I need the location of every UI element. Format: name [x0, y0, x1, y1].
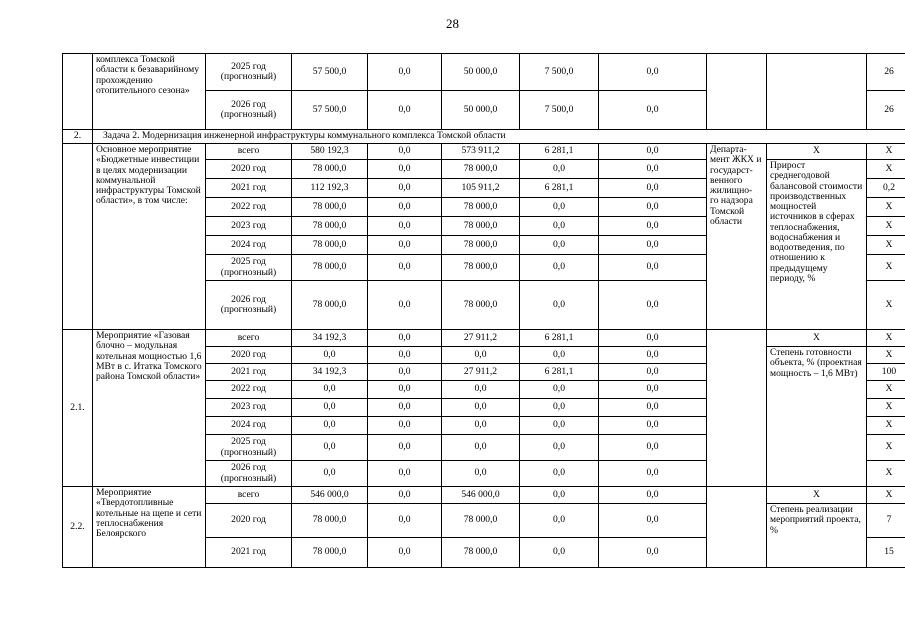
page-number: 28	[446, 16, 459, 31]
amount-cell: 0,0	[368, 417, 442, 435]
measure-name: Мероприятие «Твердотопливные котельные на щепе и сети теплоснабжения Белоярского	[93, 487, 206, 568]
year-cell: 2021 год	[206, 364, 292, 381]
amount-cell: 105 911,2	[442, 179, 520, 198]
amount-cell: 0,0	[368, 236, 442, 255]
row-number: 2.1.	[63, 330, 93, 487]
year-cell: 2024 год	[206, 236, 292, 255]
executor: Департа- мент ЖКХ и государст- венного жилищно- го надзора Томской области	[707, 144, 767, 330]
amount-cell: 27 911,2	[442, 330, 520, 347]
target-cell: X	[867, 347, 905, 364]
total-cell: 78 000,0	[292, 538, 368, 568]
year-cell: 2023 год	[206, 399, 292, 417]
amount-cell: 0,0	[599, 281, 707, 330]
amount-cell: 6 281,1	[520, 144, 599, 160]
amount-cell: 0,0	[520, 435, 599, 461]
task-row	[63, 130, 905, 144]
amount-cell: 0,0	[368, 160, 442, 179]
amount-cell: 78 000,0	[442, 198, 520, 217]
task-title: Задача 2. Модернизация инженерной инфраструктуры коммунального комплекса Томской области	[93, 130, 905, 144]
total-cell: 0,0	[292, 347, 368, 364]
table-row	[63, 54, 905, 91]
measure-name: комплекса Томской области к безаварийному прохождению отопительного сезона»	[93, 54, 206, 130]
amount-cell: 78 000,0	[442, 281, 520, 330]
amount-cell: 0,0	[368, 198, 442, 217]
table-row	[63, 330, 905, 347]
indicator-cell: X	[767, 487, 867, 504]
amount-cell: 0,0	[368, 54, 442, 91]
year-cell: 2025 год (прогнозный)	[206, 54, 292, 91]
total-cell: 0,0	[292, 399, 368, 417]
amount-cell: 0,0	[520, 504, 599, 538]
amount-cell: 0,0	[599, 487, 707, 504]
amount-cell: 0,0	[599, 538, 707, 568]
amount-cell: 0,0	[368, 217, 442, 236]
total-cell: 580 192,3	[292, 144, 368, 160]
amount-cell: 0,0	[520, 281, 599, 330]
target-cell: X	[867, 435, 905, 461]
table-row	[63, 487, 905, 504]
indicator-cell: X	[767, 330, 867, 347]
amount-cell: 0,0	[368, 179, 442, 198]
total-cell: 78 000,0	[292, 217, 368, 236]
target-cell: X	[867, 330, 905, 347]
amount-cell: 573 911,2	[442, 144, 520, 160]
total-cell: 78 000,0	[292, 281, 368, 330]
indicator-text: Степень готовности объекта, % (проектная мощность – 1,6 МВт)	[767, 347, 867, 487]
amount-cell: 0,0	[599, 217, 707, 236]
target-cell: X	[867, 381, 905, 399]
amount-cell: 0,0	[368, 399, 442, 417]
amount-cell: 0,0	[520, 399, 599, 417]
year-cell: 2025 год (прогнозный)	[206, 255, 292, 281]
total-cell: 0,0	[292, 417, 368, 435]
total-cell: 34 192,3	[292, 364, 368, 381]
amount-cell: 0,0	[520, 198, 599, 217]
total-cell: 78 000,0	[292, 198, 368, 217]
amount-cell: 0,0	[368, 330, 442, 347]
total-cell: 78 000,0	[292, 160, 368, 179]
amount-cell: 0,0	[599, 330, 707, 347]
target-cell: X	[867, 144, 905, 160]
row-number: 2.2.	[63, 487, 93, 568]
amount-cell: 7 500,0	[520, 91, 599, 130]
amount-cell: 0,0	[442, 461, 520, 487]
amount-cell: 0,0	[599, 504, 707, 538]
year-cell: 2022 год	[206, 198, 292, 217]
amount-cell: 0,0	[520, 381, 599, 399]
total-cell: 78 000,0	[292, 504, 368, 538]
amount-cell: 0,0	[599, 179, 707, 198]
target-cell: X	[867, 160, 905, 179]
total-cell: 0,0	[292, 381, 368, 399]
year-cell: 2023 год	[206, 217, 292, 236]
year-cell: 2020 год	[206, 347, 292, 364]
amount-cell: 0,0	[599, 461, 707, 487]
total-cell: 546 000,0	[292, 487, 368, 504]
amount-cell: 0,0	[599, 399, 707, 417]
amount-cell: 546 000,0	[442, 487, 520, 504]
target-cell: X	[867, 236, 905, 255]
amount-cell: 0,0	[442, 381, 520, 399]
amount-cell: 6 281,1	[520, 330, 599, 347]
amount-cell: 0,0	[599, 236, 707, 255]
year-cell: 2026 год (прогнозный)	[206, 91, 292, 130]
amount-cell: 0,0	[599, 381, 707, 399]
indicator-text: Прирост среднегодовой балансовой стоимости производственных мощностей источников в сферах теплоснабжения, водоснабжения и водоотведения, по отношению к предыдущему периоду, %	[767, 160, 867, 330]
amount-cell: 0,0	[368, 255, 442, 281]
year-cell: всего	[206, 487, 292, 504]
amount-cell: 0,0	[368, 487, 442, 504]
indicator-text: Степень реализации мероприятий проекта, %	[767, 504, 867, 568]
year-cell: 2021 год	[206, 179, 292, 198]
amount-cell: 0,0	[599, 91, 707, 130]
amount-cell: 0,0	[520, 538, 599, 568]
total-cell: 0,0	[292, 435, 368, 461]
amount-cell: 0,0	[520, 236, 599, 255]
total-cell: 78 000,0	[292, 236, 368, 255]
target-cell: X	[867, 487, 905, 504]
amount-cell: 0,0	[599, 364, 707, 381]
total-cell: 0,0	[292, 461, 368, 487]
amount-cell: 0,0	[520, 487, 599, 504]
amount-cell: 0,0	[599, 160, 707, 179]
amount-cell: 78 000,0	[442, 160, 520, 179]
amount-cell: 78 000,0	[442, 538, 520, 568]
amount-cell: 78 000,0	[442, 504, 520, 538]
target-cell: X	[867, 461, 905, 487]
amount-cell: 0,0	[599, 417, 707, 435]
year-cell: 2020 год	[206, 504, 292, 538]
amount-cell: 0,0	[520, 217, 599, 236]
target-cell: X	[867, 281, 905, 330]
amount-cell: 0,0	[368, 504, 442, 538]
amount-cell: 0,0	[520, 255, 599, 281]
amount-cell: 0,0	[599, 198, 707, 217]
amount-cell: 0,0	[368, 538, 442, 568]
year-cell: всего	[206, 144, 292, 160]
year-cell: всего	[206, 330, 292, 347]
target-cell: 0,2	[867, 179, 905, 198]
program-table	[62, 53, 905, 568]
amount-cell: 50 000,0	[442, 54, 520, 91]
year-cell: 2025 год (прогнозный)	[206, 435, 292, 461]
measure-name: Основное мероприятие «Бюджетные инвестиции в целях модернизации коммунальной инфраструктуры Томской области», в том числе:	[93, 144, 206, 330]
amount-cell: 6 281,1	[520, 179, 599, 198]
amount-cell: 0,0	[368, 461, 442, 487]
amount-cell: 0,0	[520, 417, 599, 435]
amount-cell: 78 000,0	[442, 255, 520, 281]
target-cell: X	[867, 255, 905, 281]
amount-cell: 27 911,2	[442, 364, 520, 381]
indicator-cell: X	[767, 144, 867, 160]
target-cell: X	[867, 217, 905, 236]
amount-cell: 0,0	[368, 435, 442, 461]
amount-cell: 0,0	[520, 160, 599, 179]
total-cell: 34 192,3	[292, 330, 368, 347]
amount-cell: 0,0	[368, 364, 442, 381]
amount-cell: 78 000,0	[442, 217, 520, 236]
task-number: 2.	[63, 130, 93, 144]
target-cell: 26	[867, 54, 905, 91]
amount-cell: 0,0	[442, 347, 520, 364]
total-cell: 57 500,0	[292, 54, 368, 91]
year-cell: 2020 год	[206, 160, 292, 179]
amount-cell: 0,0	[442, 417, 520, 435]
amount-cell: 0,0	[520, 461, 599, 487]
amount-cell: 0,0	[520, 347, 599, 364]
target-cell: X	[867, 399, 905, 417]
year-cell: 2026 год (прогнозный)	[206, 461, 292, 487]
total-cell: 112 192,3	[292, 179, 368, 198]
amount-cell: 78 000,0	[442, 236, 520, 255]
amount-cell: 0,0	[599, 54, 707, 91]
total-cell: 57 500,0	[292, 91, 368, 130]
amount-cell: 50 000,0	[442, 91, 520, 130]
amount-cell: 0,0	[368, 347, 442, 364]
amount-cell: 0,0	[368, 144, 442, 160]
amount-cell: 0,0	[442, 399, 520, 417]
year-cell: 2024 год	[206, 417, 292, 435]
amount-cell: 0,0	[368, 91, 442, 130]
target-cell: 7	[867, 504, 905, 538]
amount-cell: 0,0	[599, 347, 707, 364]
measure-name: Мероприятие «Газовая блочно – модульная котельная мощностью 1,6 МВт в с. Итатка Томского района Томской области»	[93, 330, 206, 487]
year-cell: 2026 год (прогнозный)	[206, 281, 292, 330]
amount-cell: 0,0	[599, 144, 707, 160]
amount-cell: 0,0	[368, 281, 442, 330]
target-cell: 15	[867, 538, 905, 568]
amount-cell: 6 281,1	[520, 364, 599, 381]
amount-cell: 0,0	[368, 381, 442, 399]
target-cell: 26	[867, 91, 905, 130]
year-cell: 2022 год	[206, 381, 292, 399]
total-cell: 78 000,0	[292, 255, 368, 281]
year-cell: 2021 год	[206, 538, 292, 568]
target-cell: X	[867, 417, 905, 435]
amount-cell: 7 500,0	[520, 54, 599, 91]
amount-cell: 0,0	[442, 435, 520, 461]
table-row	[63, 144, 905, 160]
target-cell: 100	[867, 364, 905, 381]
amount-cell: 0,0	[599, 255, 707, 281]
target-cell: X	[867, 198, 905, 217]
amount-cell: 0,0	[599, 435, 707, 461]
